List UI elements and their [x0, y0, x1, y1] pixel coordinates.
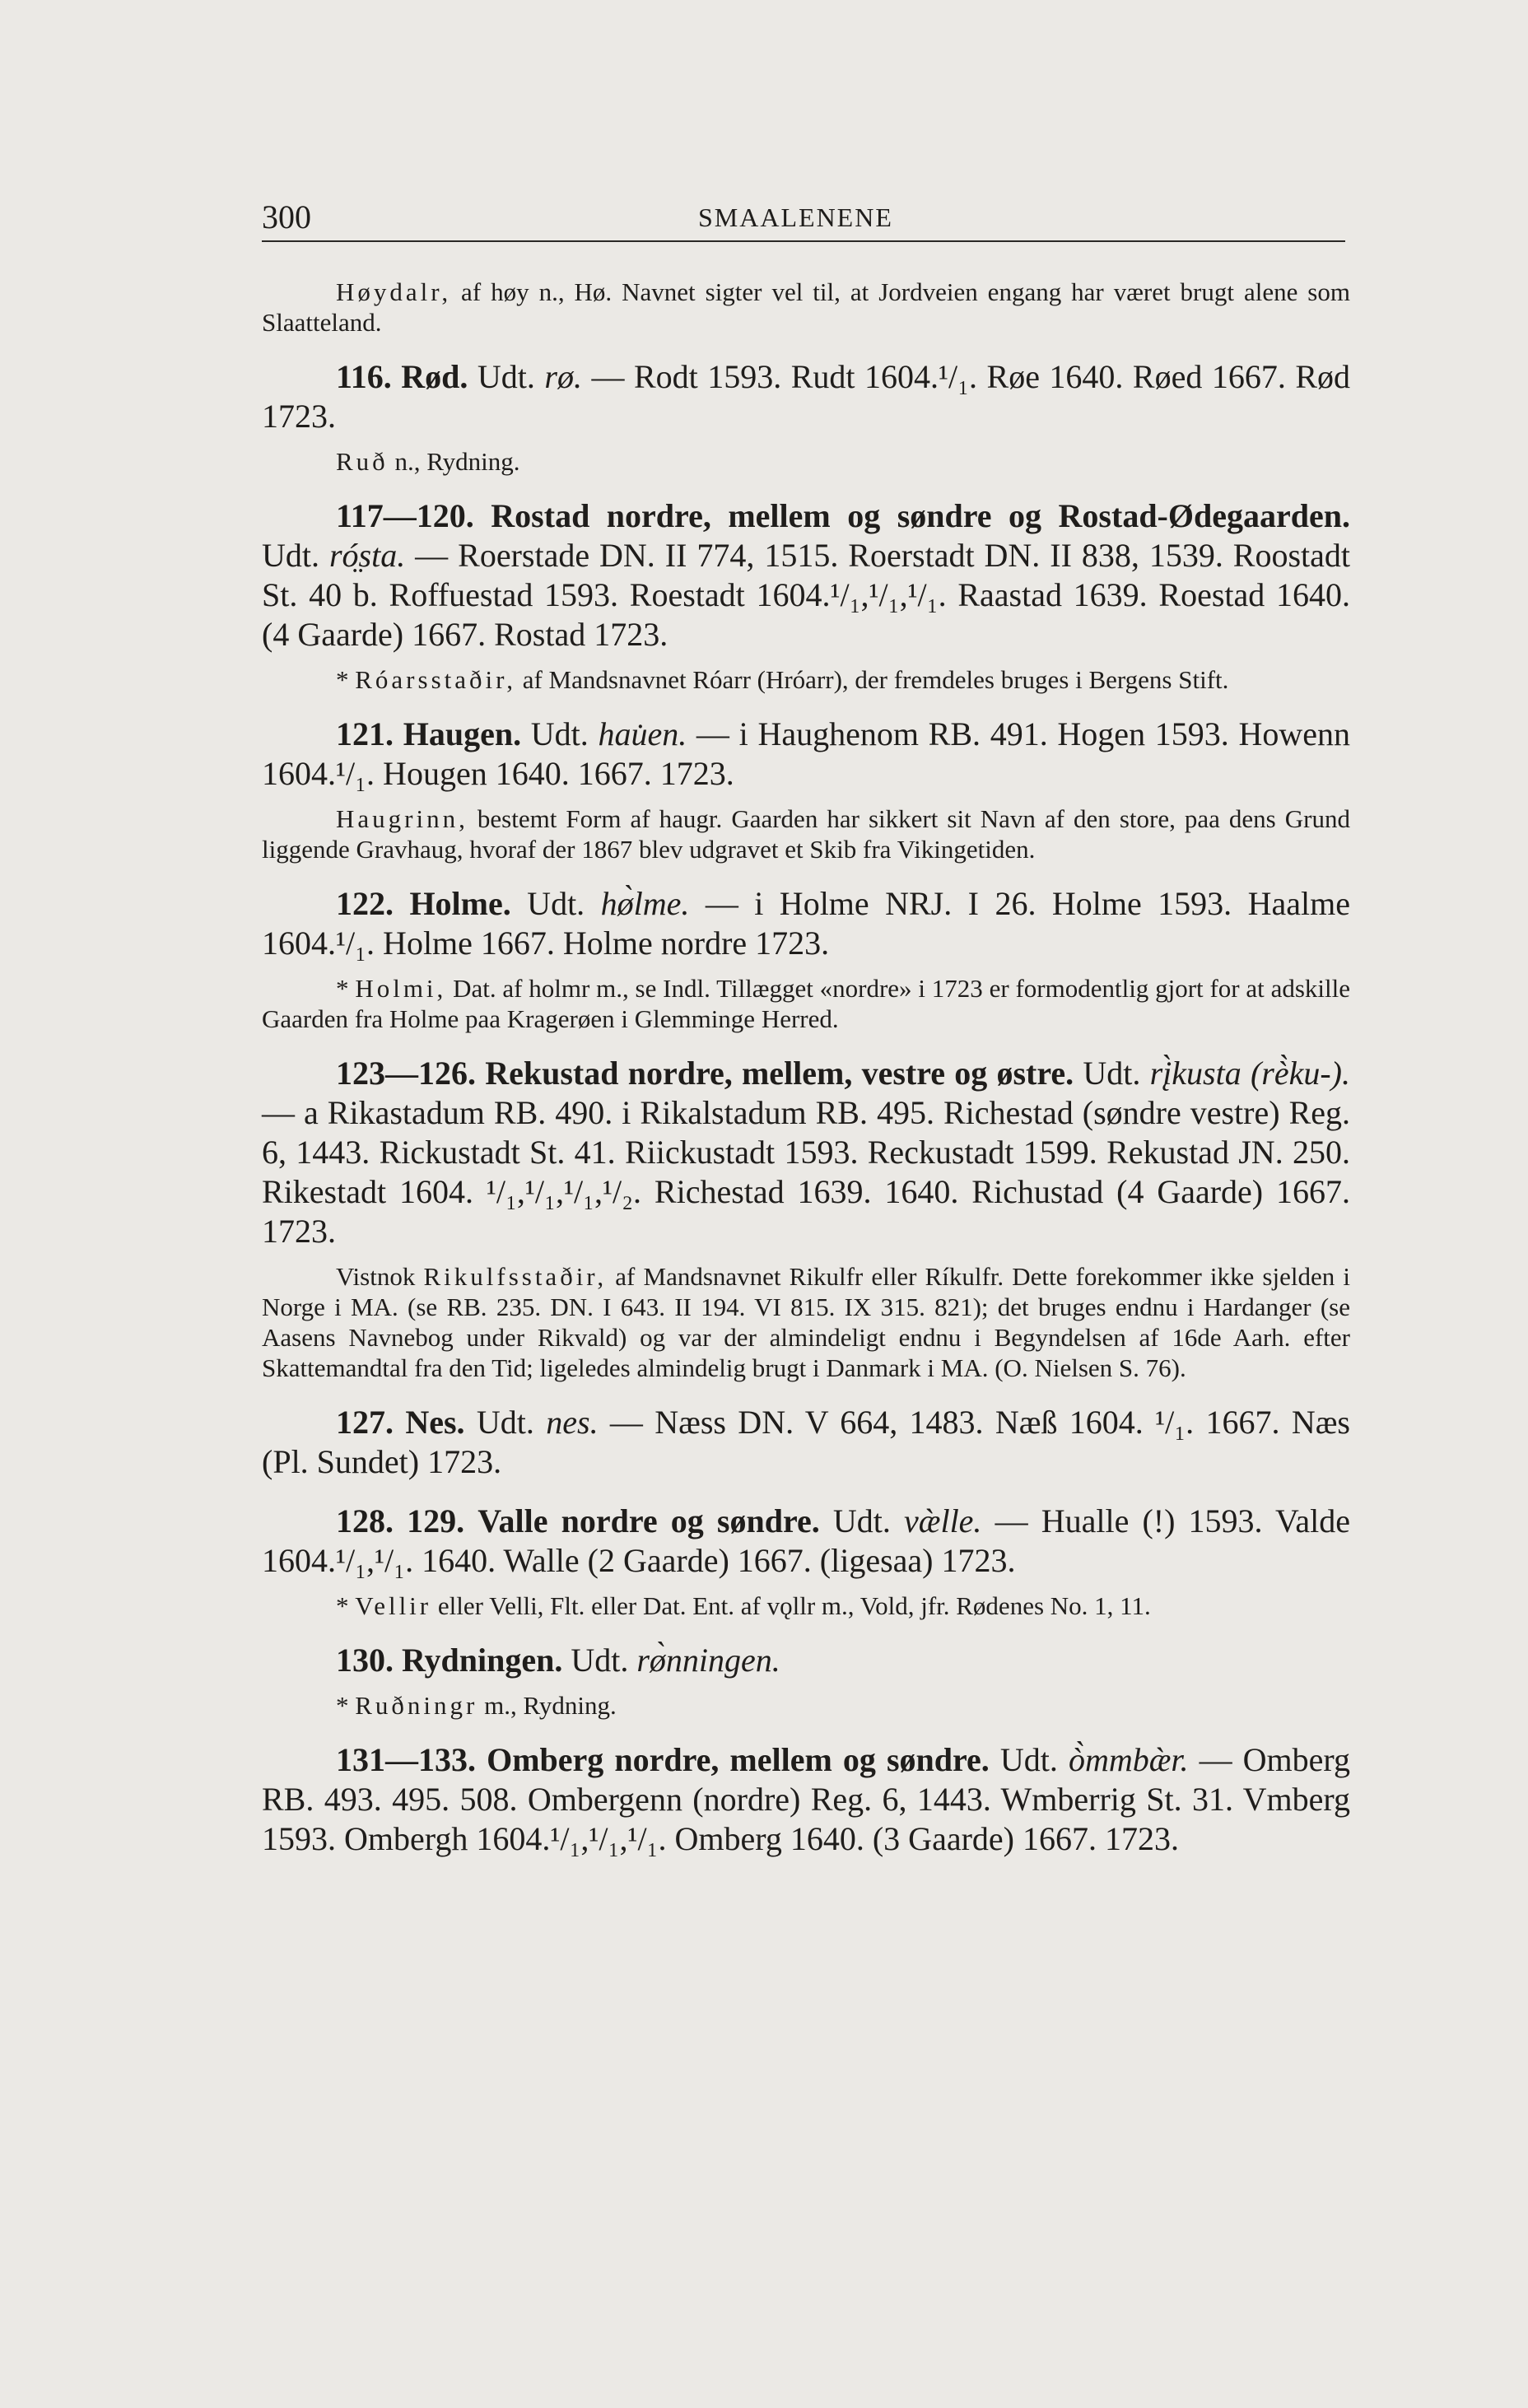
entry-name: Rød.: [401, 358, 468, 395]
pronunciation: ró̤sta.: [328, 537, 406, 574]
entry-name: Haugen.: [403, 715, 522, 752]
entry-name: Valle nordre og søndre.: [478, 1502, 820, 1539]
entry-116: [262, 357, 1350, 436]
note-spaced: Haugrinn,: [336, 804, 468, 833]
entry-117-120-note: [262, 664, 1350, 695]
entry-number: 130.: [336, 1642, 394, 1679]
udt-label: Udt.: [1074, 1055, 1150, 1092]
entry-128-129: [262, 1502, 1350, 1581]
entry-sources: — Roerstade DN. II 774, 1515. Roerstadt DN. II 838, 1539. Roostadt St. 40 b. Roffuestad 1593. Roestadt 1604.¹/₁,¹/₁,¹/₁. Raastad 1639. Roestad 1640. (4 Gaarde) 1667. Rostad 1723.: [262, 537, 1351, 653]
entry-sources: — i Holme NRJ. I 26. Holme 1593. Haalme 1604.¹/₁. Holme 1667. Holme nordre 1723.: [262, 885, 1350, 962]
pronunciation: hau̇en.: [598, 715, 687, 752]
note-text: af Mandsnavnet Rikulfr eller Ríkulfr. Dette forekommer ikke sjelden i Norge i MA. (se RB. 235. DN. I 643. II 194. VI 815. IX 315. 821); det bruges endnu i Hardanger (se Aasens Navnebog under Rikvald) og var der almindeligt endnu i Begyndelsen af 16de Aarh. efter Skattemandtal fra den Tid; ligeledes almindelig brugt i Danmark i MA. (O. Nielsen S. 76).: [262, 1262, 1350, 1382]
note-lead: *: [336, 1691, 356, 1720]
udt-label: Udt.: [819, 1502, 905, 1539]
pronunciation: ò̀mmbæ̀r.: [1068, 1741, 1189, 1778]
note-text: Dat. af holmr m., se Indl. Tillægget «nordre» i 1723 er formodentlig gjort for at adskille Gaarden fra Holme paa Kragerøen i Glemminge Herred.: [262, 974, 1351, 1033]
entry-name: Rekustad nordre, mellem, vestre og østre.: [485, 1055, 1074, 1092]
udt-label: Udt.: [521, 715, 599, 752]
note-spaced: Ruð: [336, 447, 389, 476]
entry-name: Nes.: [405, 1404, 465, 1441]
entry-number: 117—120.: [336, 497, 474, 534]
entry-127: [262, 1403, 1350, 1482]
entry-121-note: [262, 803, 1350, 864]
running-title: SMAALENENE: [698, 203, 893, 232]
page-body: [262, 277, 1350, 1859]
entry-number: 128. 129.: [336, 1502, 465, 1539]
pronunciation: nes.: [546, 1404, 599, 1441]
pronunciation: hø̀lme.: [600, 885, 690, 922]
note-spaced: Holmi,: [355, 974, 447, 1003]
note-text: af Mandsnavnet Róarr (Hróarr), der fremdeles bruges i Bergens Stift.: [515, 665, 1229, 694]
entry-122: [262, 884, 1350, 963]
pronunciation: væ̀lle.: [904, 1502, 982, 1539]
page-number: 300: [262, 198, 311, 235]
note-lead: Vistnok: [336, 1262, 424, 1291]
entry-123-126-note: [262, 1261, 1350, 1383]
entry-name: Omberg nordre, mellem og søndre.: [487, 1741, 990, 1778]
note-lead: *: [336, 665, 356, 694]
entry-number: 122.: [336, 885, 394, 922]
entry-116-note: [262, 446, 1350, 477]
note-text: eller Velli, Flt. eller Dat. Ent. af vǫllr m., Vold, jfr. Rødenes No. 1, 11.: [431, 1591, 1151, 1620]
pronunciation: rø.: [544, 358, 582, 395]
entry-sources: — Omberg RB. 493. 495. 508. Ombergenn (nordre) Reg. 6, 1443. Wmberrig St. 31. Vmberg 1593. Ombergh 1604.¹/₁,¹/₁,¹/₁. Omberg 1640. (3 Gaarde) 1667. 1723.: [262, 1741, 1351, 1857]
entry-128-129-note: [262, 1591, 1350, 1621]
udt-label: Udt.: [464, 1404, 547, 1441]
udt-label: Udt.: [989, 1741, 1069, 1778]
note-spaced: Ruðningr: [355, 1691, 478, 1720]
entry-number: 131—133.: [336, 1741, 476, 1778]
note-spaced: Rikulfsstaðir,: [423, 1262, 608, 1291]
entry-130: [262, 1641, 1350, 1680]
udt-label: Udt.: [562, 1642, 637, 1679]
entry-122-note: [262, 973, 1350, 1034]
entry-130-note: [262, 1690, 1350, 1721]
note-text: af høy n., Hø. Navnet sigter vel til, at Jordveien engang har været brugt alene som Slaatteland.: [262, 277, 1350, 337]
entry-117-120: [262, 496, 1350, 654]
running-head: [262, 198, 1345, 242]
note-spaced: Róarsstaðir,: [355, 665, 516, 694]
entry-name: Rydningen.: [402, 1642, 563, 1679]
intro-note: [262, 277, 1350, 338]
note-lead: *: [336, 974, 356, 1003]
note-text: bestemt Form af haugr. Gaarden har sikkert sit Navn af den store, paa dens Grund liggende Gravhaug, hvoraf der 1867 blev udgravet et Skib fra Vikingetiden.: [262, 804, 1350, 864]
entry-name: Rostad nordre, mellem og søndre og Rostad-Ødegaarden.: [491, 497, 1350, 534]
entry-name: Holme.: [409, 885, 511, 922]
entry-sources: — Hualle (!) 1593. Valde 1604.¹/₁,¹/₁. 1640. Walle (2 Gaarde) 1667. (ligesaa) 1723.: [262, 1502, 1351, 1579]
header-rule: [262, 240, 1345, 242]
udt-label: Udt.: [262, 537, 329, 574]
note-text: n., Rydning.: [388, 447, 520, 476]
pronunciation: rø̀nningen.: [636, 1642, 780, 1679]
entry-sources: — a Rikastadum RB. 490. i Rikalstadum RB. 495. Richestad (søndre vestre) Reg. 6, 1443. Rickustadt St. 41. Riickustadt 1593. Reckustadt 1599. Rekustad JN. 250. Rikestadt 1604. ¹/₁,¹/₁,¹/₁,¹/₂. Richestad 1639. 1640. Richustad (4 Gaarde) 1667. 1723.: [262, 1094, 1350, 1250]
note-lead: *: [336, 1591, 356, 1620]
entry-121: [262, 715, 1350, 794]
note-spaced: Vellir: [355, 1591, 432, 1620]
entry-number: 116.: [336, 358, 392, 395]
entry-sources: — Næss DN. V 664, 1483. Næß 1604. ¹/₁. 1667. Næs (Pl. Sundet) 1723.: [262, 1404, 1350, 1480]
note-text: m., Rydning.: [478, 1691, 617, 1720]
entry-123-126: [262, 1054, 1350, 1251]
entry-number: 127.: [336, 1404, 394, 1441]
entry-sources: — Rodt 1593. Rudt 1604.¹/₁. Røe 1640. Røed 1667. Rød 1723.: [262, 358, 1350, 435]
entry-number: 123—126.: [336, 1055, 476, 1092]
udt-label: Udt.: [468, 358, 545, 395]
pronunciation: rį̀kusta (rè̀ku-).: [1149, 1055, 1351, 1092]
entry-sources: — i Haughenom RB. 491. Hogen 1593. Howenn 1604.¹/₁. Hougen 1640. 1667. 1723.: [262, 715, 1350, 792]
entry-131-133: [262, 1740, 1350, 1859]
entry-number: 121.: [336, 715, 394, 752]
udt-label: Udt.: [510, 885, 601, 922]
note-spaced: Høydalr,: [336, 277, 452, 306]
